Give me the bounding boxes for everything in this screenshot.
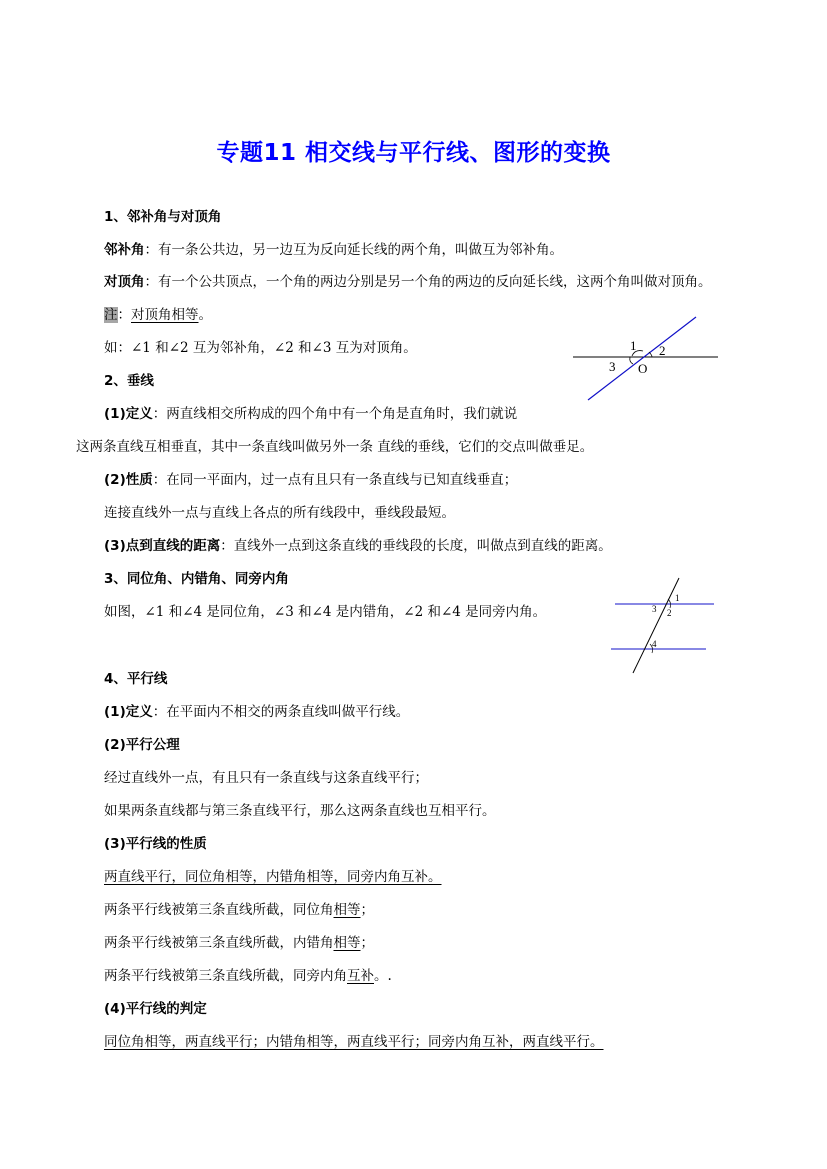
- section-2-heading: 2、垂线: [104, 373, 154, 389]
- parallel-property-summary: 两直线平行，同位角相等，内错角相等，同旁内角互补。: [104, 869, 442, 885]
- fig1-label-o: O: [638, 361, 648, 376]
- note-text: 对顶角相等: [131, 307, 199, 323]
- fig1-label-1: 1: [630, 338, 637, 353]
- angle-types-example: 如图，∠1 和∠4 是同位角，∠3 和∠4 是内错角，∠2 和∠4 是同旁内角。: [104, 604, 547, 620]
- vertical-angle-definition: [104, 273, 712, 291]
- perpendicular-prop-text: ：在同一平面内，过一点有且只有一条直线与已知直线垂直；: [152, 472, 518, 488]
- parallel-def-text: ：在平面内不相交的两条直线叫做平行线。: [152, 704, 410, 720]
- parallel-axiom-1: 经过直线外一点，有且只有一条直线与这条直线平行；: [104, 770, 428, 786]
- prop-2-end: ；: [360, 935, 374, 951]
- note-sep: ：: [117, 307, 131, 323]
- point-line-distance: [104, 537, 612, 555]
- prop-2-underlined: 相等: [333, 935, 361, 951]
- perpendicular-property: [104, 471, 517, 489]
- prop-1-end: ；: [360, 902, 374, 918]
- perpendicular-definition-cont: 这两条直线互相垂直，其中一条直线叫做另外一条 直线的垂线，它们的交点叫做垂足。: [76, 439, 594, 455]
- section-3-heading: 3、同位角、内错角、同旁内角: [104, 571, 289, 587]
- fig2-label-4: 4: [652, 639, 657, 649]
- fig2-label-2: 2: [667, 608, 672, 618]
- intersecting-lines-figure: [560, 312, 730, 404]
- prop-2-text: 两条平行线被第三条直线所截，内错角: [104, 935, 334, 951]
- vertical-angle-text: ：有一个公共顶点，一个角的两边分别是另一个角的两边的反向延长线，这两个角叫做对顶角。: [144, 274, 712, 290]
- section-1-heading: 1、邻补角与对顶角: [104, 209, 222, 225]
- angle-example: 如：∠1 和∠2 互为邻补角，∠2 和∠3 互为对顶角。: [104, 340, 417, 356]
- parallel-definition: [104, 703, 409, 721]
- angle-3-arc: [630, 357, 633, 364]
- adjacent-angle-label: 邻补角: [104, 242, 145, 258]
- transversal-figure: [605, 575, 720, 677]
- perpendicular-definition: [104, 405, 517, 423]
- parallel-judgment-text: 同位角相等，两直线平行；内错角相等，两直线平行；同旁内角互补，两直线平行。: [104, 1034, 604, 1050]
- fig2-label-1: 1: [675, 593, 680, 603]
- prop-1-underlined: 相等: [333, 902, 361, 918]
- perpendicular-prop-label: (2)性质: [104, 472, 153, 488]
- perpendicular-def-label: (1)定义: [104, 406, 153, 422]
- note-end: 。: [198, 307, 212, 323]
- parallel-property-3: [104, 967, 392, 985]
- distance-text: ：直线外一点到这条直线的垂线段的长度，叫做点到直线的距离。: [220, 538, 612, 554]
- transversal-line: [633, 578, 679, 673]
- prop-1-text: 两条平行线被第三条直线所截，同位角: [104, 902, 334, 918]
- parallel-judgment-heading: (4)平行线的判定: [104, 1001, 207, 1017]
- note-label: 注: [104, 307, 118, 323]
- prop-3-text: 两条平行线被第三条直线所截，同旁内角: [104, 968, 347, 984]
- perpendicular-def-text: ：两直线相交所构成的四个角中有一个角是直角时，我们就说: [152, 406, 518, 422]
- distance-label: (3)点到直线的距离: [104, 538, 221, 554]
- parallel-axiom-heading: (2)平行公理: [104, 737, 180, 753]
- angle-2-arc: [649, 352, 652, 357]
- adjacent-angle-text: ：有一条公共边，另一边互为反向延长线的两个角，叫做互为邻补角。: [144, 242, 563, 258]
- slanted-line: [588, 317, 696, 400]
- parallel-axiom-2: 如果两条直线都与第三条直线平行，那么这两条直线也互相平行。: [104, 803, 496, 819]
- parallel-property-2: [104, 934, 374, 952]
- parallel-property-1: [104, 901, 374, 919]
- fig1-label-3: 3: [609, 359, 616, 374]
- note-line: [104, 306, 212, 324]
- parallel-def-label: (1)定义: [104, 704, 153, 720]
- adjacent-angle-definition: [104, 241, 563, 259]
- fig1-label-2: 2: [659, 343, 666, 358]
- vertical-angle-label: 对顶角: [104, 274, 145, 290]
- prop-3-end: 。.: [374, 968, 392, 984]
- fig2-label-3: 3: [652, 604, 657, 614]
- section-4-heading: 4、平行线: [104, 671, 168, 687]
- parallel-property-heading: (3)平行线的性质: [104, 836, 207, 852]
- page-title: 专题11 相交线与平行线、图形的变换: [216, 140, 611, 166]
- perpendicular-property-cont: 连接直线外一点与直线上各点的所有线段中，垂线段最短。: [104, 505, 455, 521]
- prop-3-underlined: 互补: [347, 968, 374, 984]
